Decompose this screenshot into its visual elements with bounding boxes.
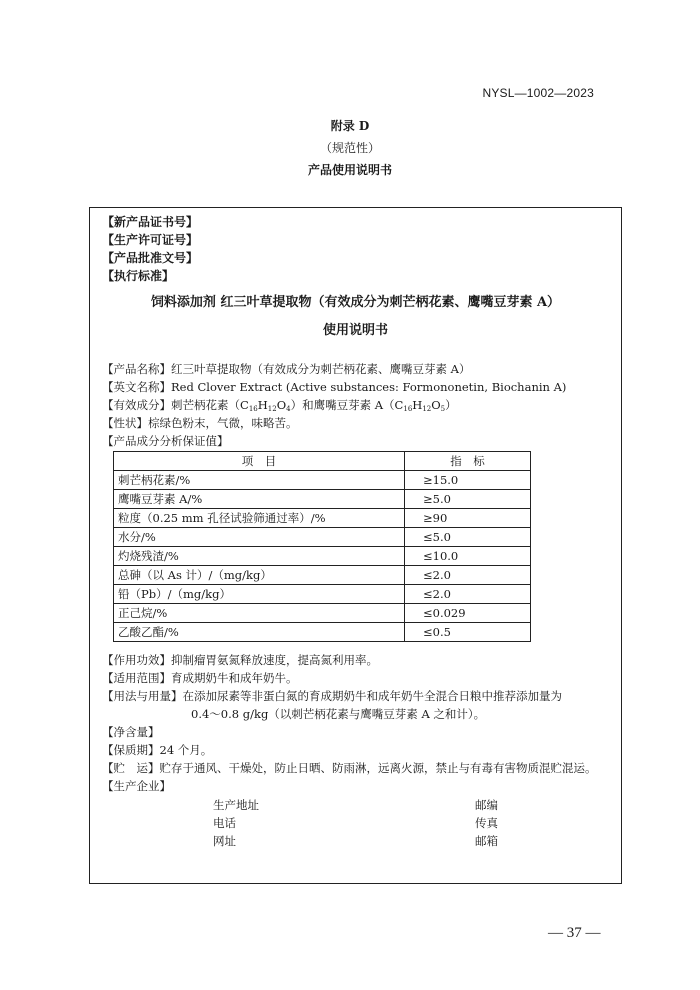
email-label: 邮箱 bbox=[475, 834, 498, 848]
table-cell-value: ≥90 bbox=[405, 509, 531, 528]
manufacturer-line: 【生产企业】 bbox=[102, 779, 171, 793]
dosage-line-continued: 0.4～0.8 g/kg（以刺芒柄花素与鹰嘴豆芽素 A 之和计）。 bbox=[191, 707, 486, 721]
net-content-line: 【净含量】 bbox=[102, 725, 160, 739]
table-cell-value: ≤2.0 bbox=[405, 585, 531, 604]
table-row bbox=[114, 604, 531, 623]
table-cell-item: 水分/% bbox=[114, 528, 405, 547]
website-label: 网址 bbox=[213, 834, 236, 848]
active-ingredients: 【有效成分】刺芒柄花素$(C_{16}H_{12}O_4)$和鹰嘴豆芽素 $A(C_{16}H_{12}O_5)$ bbox=[102, 398, 457, 413]
table-row bbox=[114, 471, 531, 490]
manual-title: 使用说明书 bbox=[322, 323, 388, 338]
table-row bbox=[114, 585, 531, 604]
scope-line: 【适用范围】育成期奶牛和成年奶牛。 bbox=[102, 671, 298, 685]
address-label: 生产地址 bbox=[213, 798, 259, 812]
table-cell-value: ≤2.0 bbox=[405, 566, 531, 585]
instruction-frame bbox=[89, 207, 622, 884]
table-cell-item: 灼烧残渣/% bbox=[114, 547, 405, 566]
table-row bbox=[114, 623, 531, 642]
approval-number-label: 【产品批准文号】 bbox=[102, 251, 199, 265]
table-row bbox=[114, 490, 531, 509]
page-number: — 37 — bbox=[548, 925, 601, 941]
table-cell-value: ≥15.0 bbox=[405, 471, 531, 490]
product-title: 饲料添加剂 红三叶草提取物（有效成分为刺芒柄花素、鹰嘴豆芽素 A） bbox=[150, 295, 561, 310]
table-cell-item: 正己烷/% bbox=[114, 604, 405, 623]
fax-label: 传真 bbox=[475, 816, 498, 830]
shelf-life-line: 【保质期】24 个月。 bbox=[102, 743, 213, 757]
table-cell-value: ≤0.5 bbox=[405, 623, 531, 642]
dosage-line: 【用法与用量】在添加尿素等非蛋白氮的育成期奶牛和成年奶牛全混合日粮中推荐添加量为 bbox=[102, 689, 562, 703]
table-cell-value: ≥5.0 bbox=[405, 490, 531, 509]
table-cell-item: 粒度（0.25 mm 孔径试验筛通过率）/% bbox=[114, 509, 405, 528]
appendix-name: 产品使用说明书 bbox=[307, 163, 392, 177]
storage-line: 【贮 运】贮存于通风、干燥处，防止日晒、防雨淋，远离火源，禁止与有毒有害物质混贮混运。 bbox=[102, 761, 597, 775]
table-header-item: 项 目 bbox=[114, 452, 405, 471]
table-header-value: 指 标 bbox=[405, 452, 531, 471]
production-license-label: 【生产许可证号】 bbox=[102, 233, 199, 247]
table-row bbox=[114, 566, 531, 585]
phone-label: 电话 bbox=[213, 816, 236, 830]
table-cell-item: 鹰嘴豆芽素 A/% bbox=[114, 490, 405, 509]
table-header-row bbox=[114, 452, 531, 471]
product-properties: 【性状】棕绿色粉末，气微，味略苦。 bbox=[102, 416, 298, 430]
analysis-label: 【产品成分分析保证值】 bbox=[102, 434, 229, 448]
appendix-type: （规范性） bbox=[319, 141, 380, 155]
postcode-label: 邮编 bbox=[475, 798, 498, 812]
table-cell-item: 铅（Pb）/（mg/kg） bbox=[114, 585, 405, 604]
table-cell-item: 乙酸乙酯/% bbox=[114, 623, 405, 642]
table-cell-item: 总砷（以 As 计）/（mg/kg） bbox=[114, 566, 405, 585]
new-product-cert-label: 【新产品证书号】 bbox=[102, 215, 199, 229]
standard-label: 【执行标准】 bbox=[102, 269, 175, 283]
document-code: NYSL—1002—2023 bbox=[482, 86, 594, 100]
appendix-title: 附录 D bbox=[330, 119, 370, 133]
table-row bbox=[114, 547, 531, 566]
table-cell-value: ≤5.0 bbox=[405, 528, 531, 547]
function-line: 【作用功效】抑制瘤胃氨氮释放速度，提高氮利用率。 bbox=[102, 653, 378, 667]
spec-table bbox=[113, 451, 531, 642]
product-name: 【产品名称】红三叶草提取物（有效成分为刺芒柄花素、鹰嘴豆芽素 A） bbox=[102, 362, 471, 376]
table-row bbox=[114, 528, 531, 547]
english-name: 【英文名称】Red Clover Extract (Active substances: Formononetin, Biochanin A) bbox=[102, 380, 567, 394]
table-row bbox=[114, 509, 531, 528]
table-cell-value: ≤0.029 bbox=[405, 604, 531, 623]
table-cell-item: 刺芒柄花素/% bbox=[114, 471, 405, 490]
table-cell-value: ≤10.0 bbox=[405, 547, 531, 566]
